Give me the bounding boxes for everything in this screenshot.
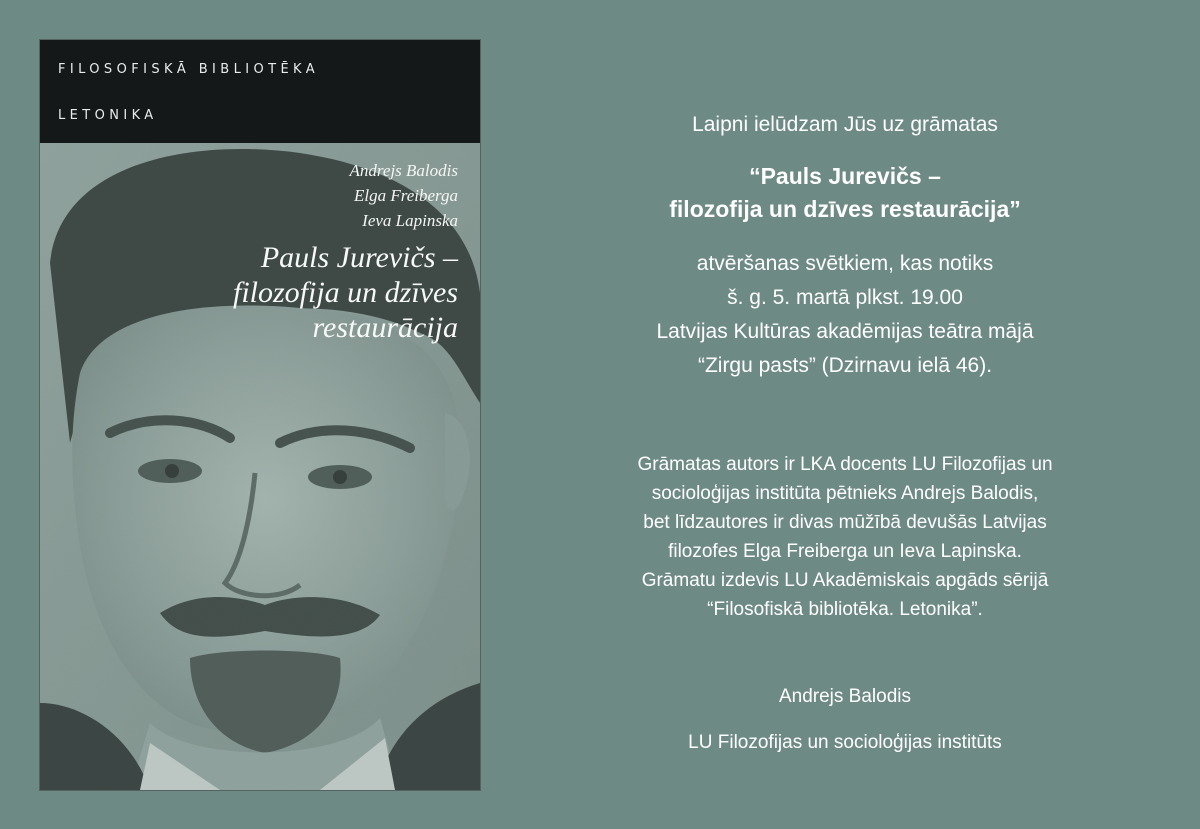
event-line-4: “Zirgu pasts” (Dzirnavu ielā 46). [697,354,993,377]
book-cover [40,40,480,790]
invitation-book-title [490,160,1200,226]
invitation-greeting: Laipni ielūdzam Jūs uz grāmatas [692,113,998,136]
cover-authors [350,158,458,233]
signature-name: Andrejs Balodis [778,686,912,707]
series-subtitle: LETONIKA [58,108,158,123]
event-line-2: š. g. 5. martā plkst. 19.00 [727,286,963,309]
invitation-title-line-2: filozofija un dzīves restaurācija” [669,196,1021,222]
book-description [490,450,1200,624]
series-title: FILOSOFISKĀ BIBLIOTĒKA [58,62,320,77]
signature-institution: LU Filozofijas un socioloģijas institūts [688,732,1002,753]
description-line-6: “Filosofiskā bibliotēka. Letonika”. [707,599,983,620]
description-line-2: socioloģijas institūta pētnieks Andrejs Balodis, [651,483,1039,504]
cover-title-line-1: Pauls Jurevičs – [260,241,458,274]
description-line-5: Grāmatu izdevis LU Akadēmiskais apgāds sērijā [641,570,1049,591]
cover-series-band [40,40,480,143]
description-line-1: Grāmatas autors ir LKA docents LU Filozofijas un [637,454,1053,475]
cover-author-1: Andrejs Balodis [349,161,458,180]
cover-title-line-2: filozofija un dzīves [233,276,458,309]
event-line-3: Latvijas Kultūras akadēmijas teātra mājā [656,320,1034,343]
description-line-4: filozofes Elga Freiberga un Ieva Lapinska. [668,541,1022,562]
cover-title-line-3: restaurācija [312,311,458,344]
cover-author-3: Ieva Lapinska [362,211,458,230]
event-line-1: atvēršanas svētkiem, kas notiks [696,252,994,275]
invitation-title-line-1: “Pauls Jurevičs – [749,163,941,189]
cover-author-2: Elga Freiberga [353,186,458,205]
cover-book-title [233,240,458,345]
description-line-3: bet līdzautores ir divas mūžībā devušās Latvijas [643,512,1047,533]
event-details [490,247,1200,383]
